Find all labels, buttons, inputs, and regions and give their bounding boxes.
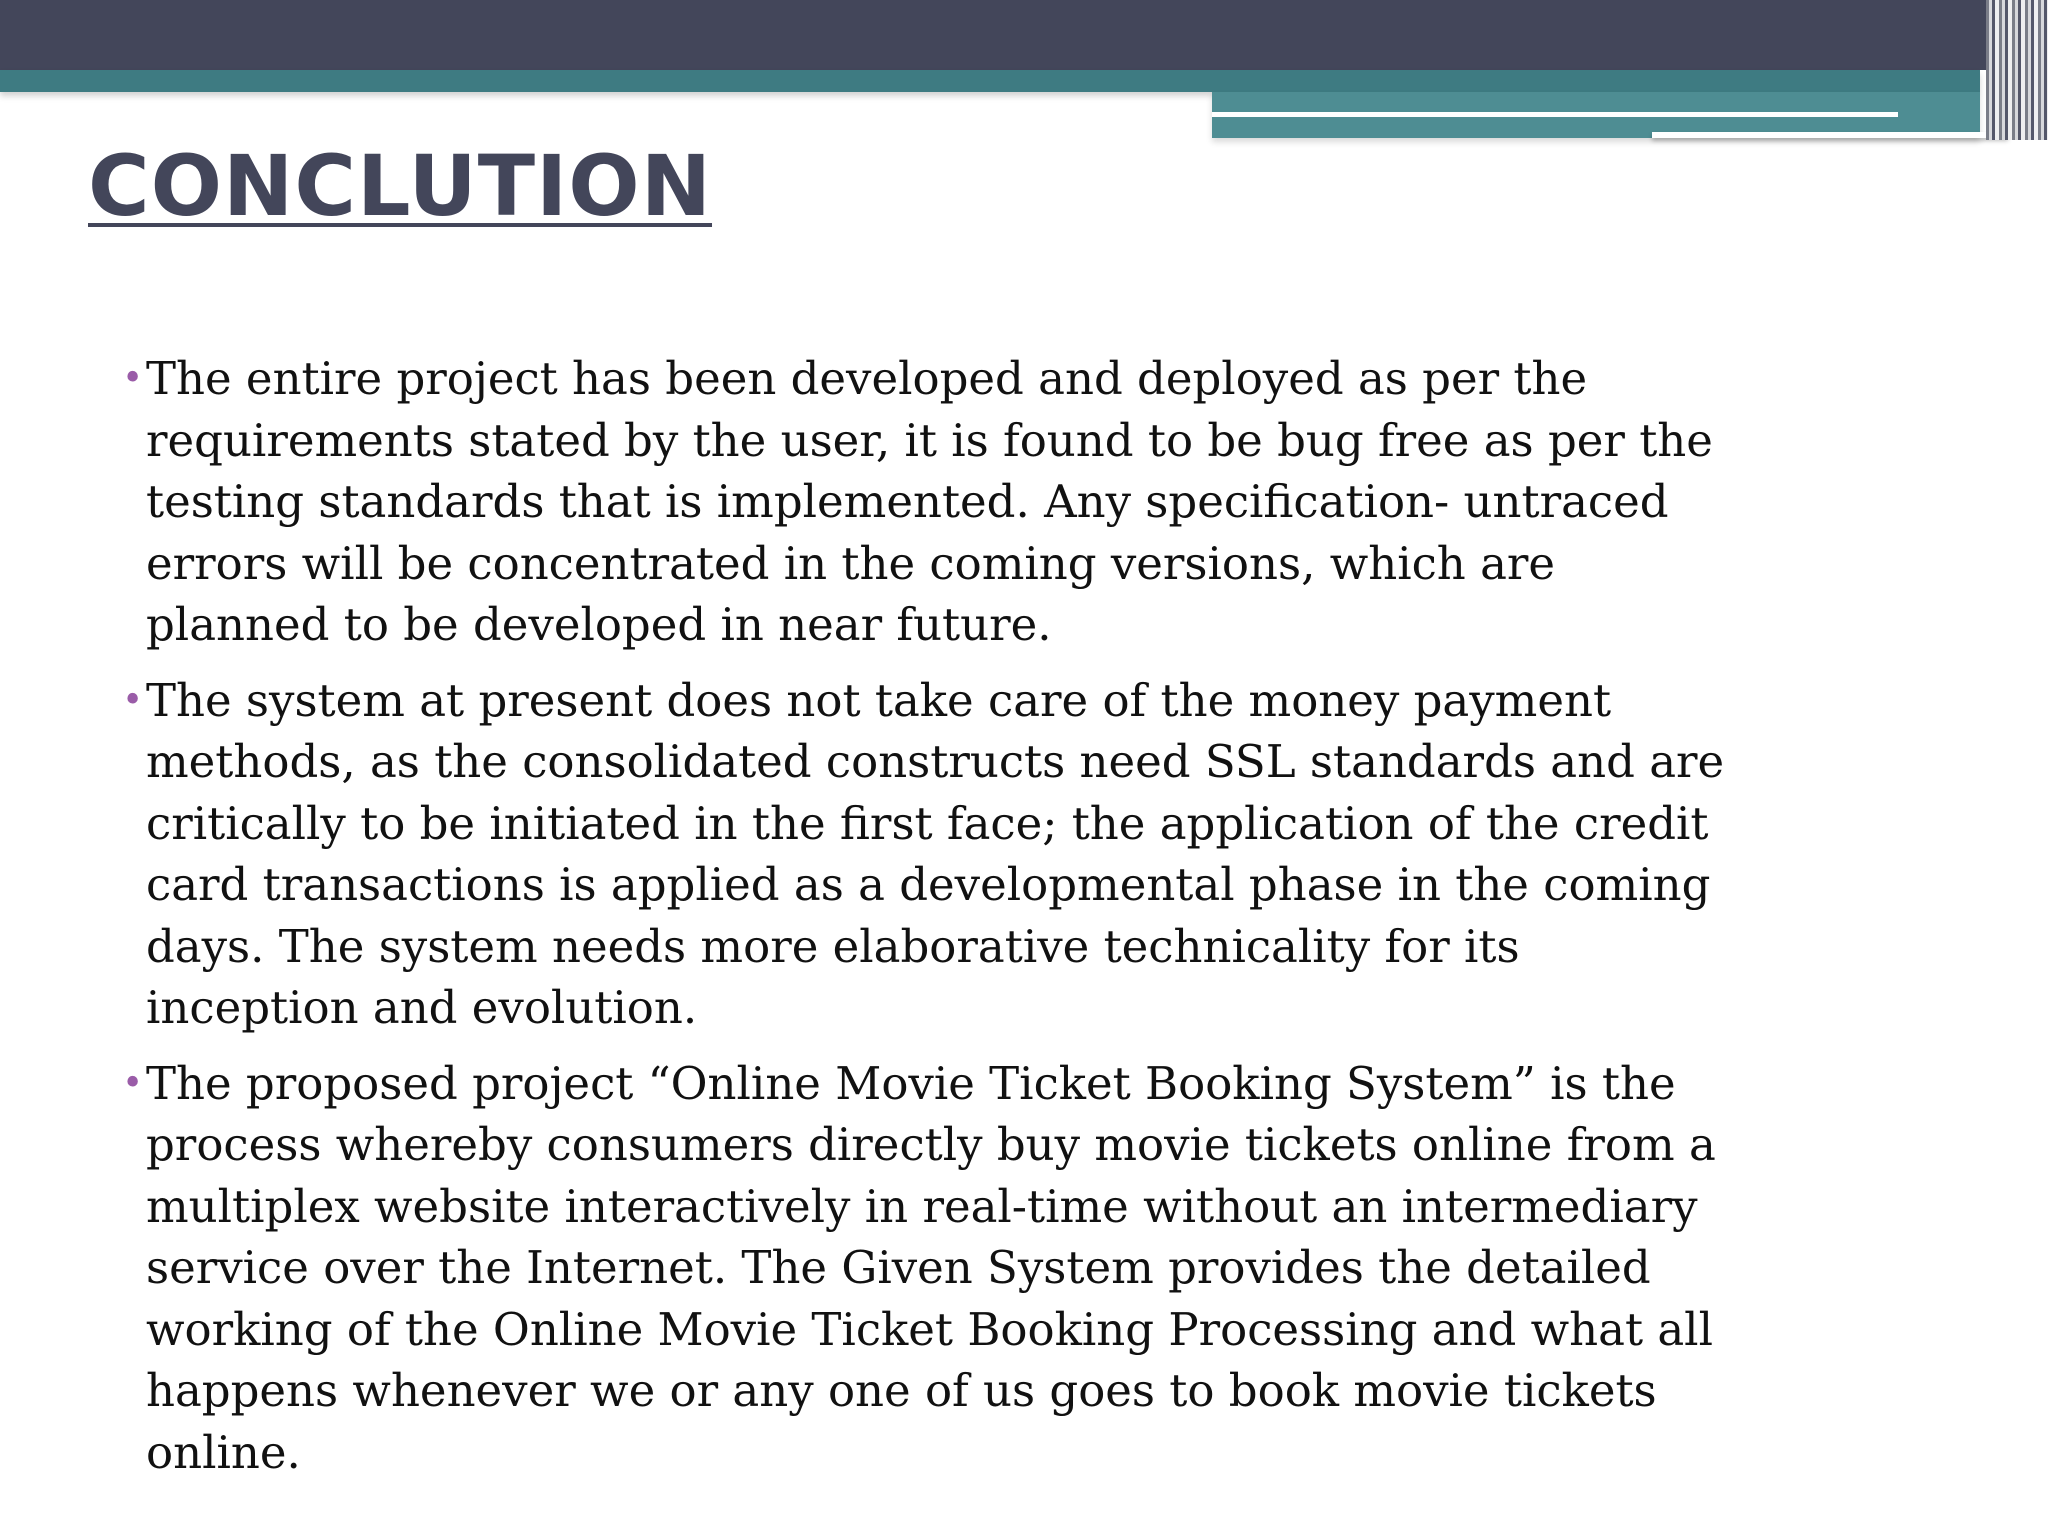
header-dark-bar [0,0,2048,70]
header-stripes-decoration [1986,0,2048,140]
bullet-icon: • [122,679,144,721]
bullet-text: The entire project has been developed and deployed as per the requirements stated by the user, it is found to be bug free as per the testing standards that is implemented. Any specification- untraced errors will be concentrated in the coming versions, which are planned to be developed in near future. [146,352,1713,651]
header-teal-bar [0,70,1980,92]
bullet-icon: • [122,358,144,399]
bullet-icon: • [122,1062,144,1104]
bullet-text: The system at present does not take care of the money payment methods, as the consolidated constructs need SSL standards and are critically to be initiated in the first face; the application of the credit card transactions is applied as a developmental phase in the coming days. The system needs more elaborative technicality for its inception and evolution. [146,673,1725,1034]
bullet-item [122,1053,1742,1484]
slide-title: CONCLUTION [88,137,713,235]
bullet-list [122,348,1742,1497]
bullet-text: The proposed project “Online Movie Ticket Booking System” is the process whereby consumers directly buy movie tickets online from a multiplex website interactively in real-time without an intermediary service over the Internet. The Given System provides the detailed working of the Online Movie Ticket Booking Processing and what all happens whenever we or any one of us goes to book movie tickets online. [146,1056,1716,1479]
bullet-item [122,670,1742,1039]
header-accent-line [1212,112,1898,117]
header-accent-line-short [1652,132,2008,138]
bullet-item [122,348,1742,656]
